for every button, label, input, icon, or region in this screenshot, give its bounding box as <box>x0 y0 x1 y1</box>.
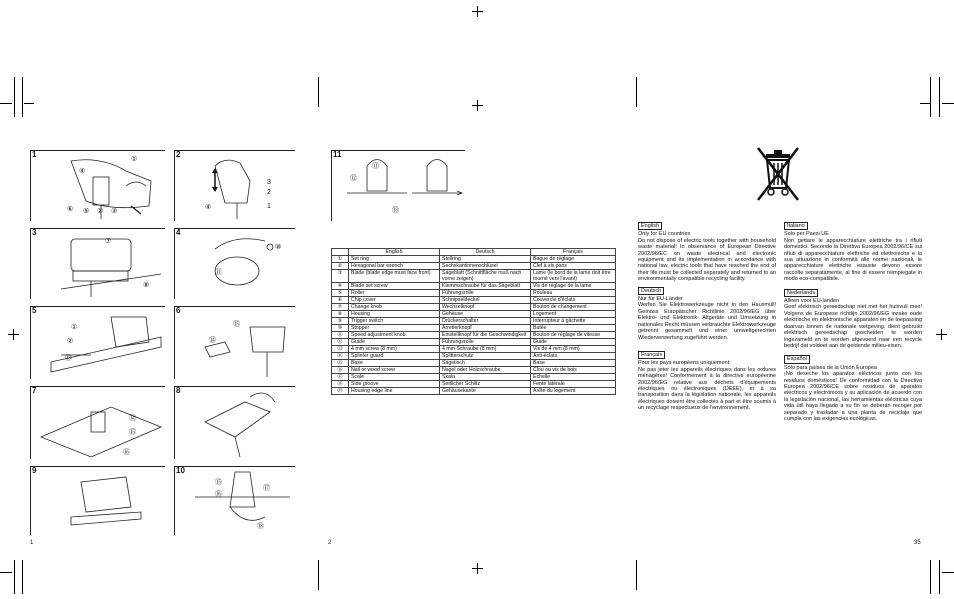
figure-number: 7 <box>32 386 37 395</box>
table-cell-de: Nagel oder Holzschraube <box>440 367 531 374</box>
table-cell-de: Sechskantinnenschlüsel <box>440 263 531 270</box>
figure-number: 4 <box>176 228 181 237</box>
table-cell-en: Splinter guard <box>349 353 440 360</box>
callout: ⑦ <box>105 238 112 245</box>
figure-3 <box>30 228 165 299</box>
parts-table-body <box>332 256 616 395</box>
figure-5-illustration <box>31 307 165 379</box>
callout: ⑧ <box>143 282 150 289</box>
section-body: Do not dispose of electric tools together with household waste material! In observance of European Directive 2002/96/EC on waste electrical and electronic equipment and its implementation in accordance with national law, electric tools that have reached the end of their life must be collected separately and returned to an environmentally compatible recycling facility. <box>638 237 776 283</box>
table-cell-n: ⑥ <box>332 297 349 304</box>
section-heading: Nur für EU-Länder <box>638 296 683 303</box>
callout: ⑪ <box>215 269 222 276</box>
callout: ③ <box>111 208 118 215</box>
table-cell-fr: Vis de réglage de la lame <box>531 283 616 290</box>
table-cell-en: Nail or wood screw <box>349 367 440 374</box>
callout: ⑩ <box>275 244 282 251</box>
table-cell-n: ④ <box>332 283 349 290</box>
table-row <box>332 381 616 388</box>
page-number-right: 35 <box>914 540 921 546</box>
table-cell-de: Führungsrolle <box>440 339 531 346</box>
figure-number: 11 <box>333 150 342 159</box>
table-cell-fr: Echelle <box>531 374 616 381</box>
table-cell-n: ⑤ <box>332 290 349 297</box>
table-cell-n: ⑪ <box>332 332 349 339</box>
figure-8-illustration <box>175 387 295 459</box>
callout: ⑱ <box>257 523 264 530</box>
table-cell-fr: Clou ou vis de bois <box>531 367 616 374</box>
figure-number: 10 <box>176 466 185 475</box>
table-cell-fr: Lame (le bord de la lame doit être tourné vers l'avant) <box>531 270 616 283</box>
table-cell-en: Scale <box>349 374 440 381</box>
figure-number: 1 <box>32 150 37 159</box>
weee-column-left <box>638 222 776 418</box>
table-row <box>332 374 616 381</box>
figure-number: 6 <box>176 306 181 315</box>
section-body: ¡No deseche los aparatos eléctricos junto con los residuos domésticos! De conformidad con la Directiva Europea 2002/96/CE sobre residuos de aparatos eléctricos y electrónicos y su aplicación de acuerdo con la legislación nacional, las herramientas eléctricas cuya vida útil haya llegado a su fin se deberán recoger por separado y trasladar a una planta de reciclaje que cumpla con las exigencias ecológicas. <box>784 371 922 422</box>
table-cell-de: Sägeblatt (Schnittfläche muß nach vorne zeigen) <box>440 270 531 283</box>
table-cell-en: 4 mm screw (8 mm) <box>349 346 440 353</box>
table-row <box>332 388 616 395</box>
table-cell-en: Hexagonal bar wrench <box>349 263 440 270</box>
table-row <box>332 318 616 325</box>
table-cell-de: Schnipseldeckel <box>440 297 531 304</box>
figure-11 <box>331 150 465 221</box>
callout: ⑥ <box>67 206 74 213</box>
table-cell-n: ⑧ <box>332 311 349 318</box>
table-cell-n: ⑯ <box>332 367 349 374</box>
callout: ⑬ <box>65 355 72 362</box>
figure-10 <box>174 466 295 535</box>
table-cell-fr: Fente latérale <box>531 381 616 388</box>
table-cell-n: ⑮ <box>332 360 349 367</box>
table-cell-en: Base <box>349 360 440 367</box>
figure-number: 9 <box>32 466 37 475</box>
table-row <box>332 346 616 353</box>
callout: ⑮ <box>129 429 136 436</box>
callout: ① <box>71 324 78 331</box>
table-header-row <box>332 249 616 256</box>
section-heading: Alleen voor EU-landen <box>784 298 840 305</box>
callout: ② <box>67 338 74 345</box>
table-cell-fr: Butée <box>531 325 616 332</box>
figure-6 <box>174 306 295 379</box>
section-heading: Sólo para países de la Unión Europea <box>784 364 877 371</box>
table-cell-de: Klemmschraube für das Sägeblatt <box>440 283 531 290</box>
language-label: Español <box>784 355 810 363</box>
callout: 2 <box>267 189 271 196</box>
weee-section-english <box>638 222 776 283</box>
table-cell-fr: Rouleau <box>531 290 616 297</box>
table-cell-en: Guide <box>349 339 440 346</box>
callout: ④ <box>79 168 86 175</box>
table-cell-en: Blade (blade edge must face front) <box>349 270 440 283</box>
table-cell-fr: Base <box>531 360 616 367</box>
language-label: Français <box>638 351 665 359</box>
section-heading: Only for EU countries <box>638 231 691 238</box>
table-cell-en: Chip cover <box>349 297 440 304</box>
figure-10-illustration <box>175 467 295 535</box>
language-label: Deutsch <box>638 287 664 295</box>
table-cell-en: Speed adjustment knob <box>349 332 440 339</box>
table-header-number <box>332 249 349 256</box>
table-cell-de: Splitterschutz <box>440 353 531 360</box>
callout: 1 <box>267 203 271 210</box>
weee-column-right <box>784 222 922 428</box>
table-cell-n: ⑲ <box>332 388 349 395</box>
table-cell-n: ① <box>332 256 349 263</box>
figure-8 <box>174 386 295 459</box>
table-cell-de: Führungsrolle <box>440 290 531 297</box>
table-cell-en: Trigger switch <box>349 318 440 325</box>
language-label: Italiano <box>784 222 808 230</box>
table-cell-en: Change knob <box>349 304 440 311</box>
figure-2 <box>174 150 295 221</box>
table-cell-n: ⑬ <box>332 346 349 353</box>
section-body: Ne pas jeter les appareils électriques dans les ordures ménagères! Conformément à la directive européenne 2002/96/EG relative aux déchets d'équipements électriques ou électroniques (DEEE), et à sa transposition dans la législation nationale, les appareils électriques doivent être collectés à part et être soumis à un recyclage respectueux de l'environnement. <box>638 366 776 412</box>
table-row <box>332 297 616 304</box>
callout: ⑭ <box>129 415 136 422</box>
callout: ⑰ <box>263 485 270 492</box>
figure-9-illustration <box>31 467 165 535</box>
callout: ⑯ <box>215 491 222 498</box>
language-label: Nederlands <box>784 289 818 297</box>
section-body: Geef elektrisch gereedschap niet met het huisvuil mee! Volgens de Europese richtlijn 2002/96/EG inzake oude elektrische en elektronische apparaten en de toepassing daarvan binnen de nationale wetgeving, dient gebruikt elektrisch gereedschap gescheiden te worden ingezameld en te worden afgevoerd naar een recycle bedrijf dat voldoet aan de geldende milieu-eisen. <box>784 304 922 349</box>
figure-4-illustration <box>175 229 295 299</box>
figure-2-illustration <box>175 151 295 221</box>
table-cell-de: Arretierknopf <box>440 325 531 332</box>
table-header: English <box>349 249 440 256</box>
callout: ⑭ <box>209 337 216 344</box>
figure-4 <box>174 228 295 299</box>
table-row <box>332 311 616 318</box>
table-cell-fr: Arête du logement <box>531 388 616 395</box>
table-row <box>332 270 616 283</box>
figure-number: 2 <box>176 150 181 159</box>
figure-1 <box>30 150 165 221</box>
table-cell-fr: Guide <box>531 339 616 346</box>
table-cell-de: Stellring <box>440 256 531 263</box>
table-cell-en: Roller <box>349 290 440 297</box>
figure-6-illustration <box>175 307 295 379</box>
table-cell-en: Blade set screw <box>349 283 440 290</box>
weee-section-deutsch <box>638 287 776 341</box>
table-cell-en: Side groove <box>349 381 440 388</box>
table-cell-de: Sägetisch <box>440 360 531 367</box>
callout: ⑮ <box>215 479 222 486</box>
figure-number: 8 <box>176 386 181 395</box>
table-cell-de: Skala <box>440 374 531 381</box>
weee-section-italiano <box>784 222 922 283</box>
callout: ⑯ <box>123 449 130 456</box>
figure-7 <box>30 386 165 459</box>
table-cell-n: ⑦ <box>332 304 349 311</box>
table-cell-de: Seitlicher Schlitz <box>440 381 531 388</box>
table-header: Français <box>531 249 616 256</box>
table-cell-n: ③ <box>332 270 349 283</box>
table-cell-de: Einstellknopf für die Geschwindigkeit <box>440 332 531 339</box>
callout: ⑬ <box>392 207 399 214</box>
callout: ⑪ <box>372 163 379 170</box>
table-cell-de: Gehäusekante <box>440 388 531 395</box>
table-cell-fr: Interrupteur à gâchette <box>531 318 616 325</box>
table-row <box>332 256 616 263</box>
callout: ⑮ <box>233 321 240 328</box>
table-cell-n: ⑫ <box>332 339 349 346</box>
table-cell-de: 4 mm Schraube (8 mm) <box>440 346 531 353</box>
page-number-middle: 2 <box>328 540 332 546</box>
figure-9 <box>30 466 165 535</box>
table-row <box>332 367 616 374</box>
section-body: Non gettare le apparecchiature elettriche tra i rifiuti domestici. Secondo la Direttiva Europea 2002/96/CE sui rifiuti di apparecchiature elettriche ed elettroniche e la sua attuazione in conformità alle norme nazionali, le apparecchiature elettriche esauste devono essere raccolte separatamente, al fine di essere reimpiegate in modo eco-compatibile. <box>784 237 922 283</box>
table-cell-fr: Bague de réglage <box>531 256 616 263</box>
table-cell-de: Wechselknopf <box>440 304 531 311</box>
section-heading: Pour les pays européens uniquement <box>638 360 730 367</box>
table-cell-fr: Bouton de changement <box>531 304 616 311</box>
table-cell-n: ⑭ <box>332 353 349 360</box>
table-cell-fr: Anti-éclats <box>531 353 616 360</box>
weee-section-nederlands <box>784 289 922 350</box>
table-header: Deutsch <box>440 249 531 256</box>
callout: ④ <box>205 204 212 211</box>
table-cell-en: Stopper <box>349 325 440 332</box>
table-cell-fr: Bouton de réglage de vitesse <box>531 332 616 339</box>
figure-5 <box>30 306 165 379</box>
callout: ① <box>131 156 138 163</box>
table-row <box>332 332 616 339</box>
parts-table <box>331 248 616 395</box>
table-cell-n: ⑨ <box>332 318 349 325</box>
figure-number: 5 <box>32 306 37 315</box>
table-row <box>332 360 616 367</box>
callout: ⑫ <box>350 175 357 182</box>
language-label: English <box>638 222 662 230</box>
table-row <box>332 353 616 360</box>
weee-crossed-bin-icon <box>752 144 804 204</box>
table-row <box>332 263 616 270</box>
weee-section-francais <box>638 351 776 412</box>
table-row <box>332 339 616 346</box>
section-heading: Solo per Paesi UE <box>784 231 829 238</box>
section-body: Werfen Sie Elektrowerkzeuge nicht in den Hausmüll! Gemäss Europäischer Richtlinie 2002/96/EG über Elektro- und Elektronik- Altgeräte und Umsetzung in nationales Recht müssen verbrauchte Elektrowerkzeuge getrennt gesammelt und einer umweltgerechten Wiederverwertung zugeführt werden. <box>638 302 776 341</box>
table-cell-fr: Logement <box>531 311 616 318</box>
weee-section-espanol <box>784 355 922 422</box>
figure-7-illustration <box>31 387 165 459</box>
callout: ⑤ <box>83 208 90 215</box>
table-cell-n: ⑩ <box>332 325 349 332</box>
page-number-left: 1 <box>30 540 34 546</box>
callout: 3 <box>267 179 271 186</box>
table-cell-en: Housing <box>349 311 440 318</box>
table-cell-en: Housing edge line <box>349 388 440 395</box>
table-cell-de: Gehäuse <box>440 311 531 318</box>
table-row <box>332 283 616 290</box>
table-cell-fr: Vis de 4 mm (8 mm) <box>531 346 616 353</box>
table-cell-n: ② <box>332 263 349 270</box>
table-row <box>332 290 616 297</box>
table-cell-n: ⑰ <box>332 374 349 381</box>
callout: ② <box>97 208 104 215</box>
table-cell-fr: Clef à six pans <box>531 263 616 270</box>
table-row <box>332 304 616 311</box>
table-cell-n: ⑱ <box>332 381 349 388</box>
table-row <box>332 325 616 332</box>
table-cell-en: Set ring <box>349 256 440 263</box>
figure-number: 3 <box>32 228 37 237</box>
table-cell-fr: Couvercle d'éclats <box>531 297 616 304</box>
table-cell-de: Drückerschalter <box>440 318 531 325</box>
